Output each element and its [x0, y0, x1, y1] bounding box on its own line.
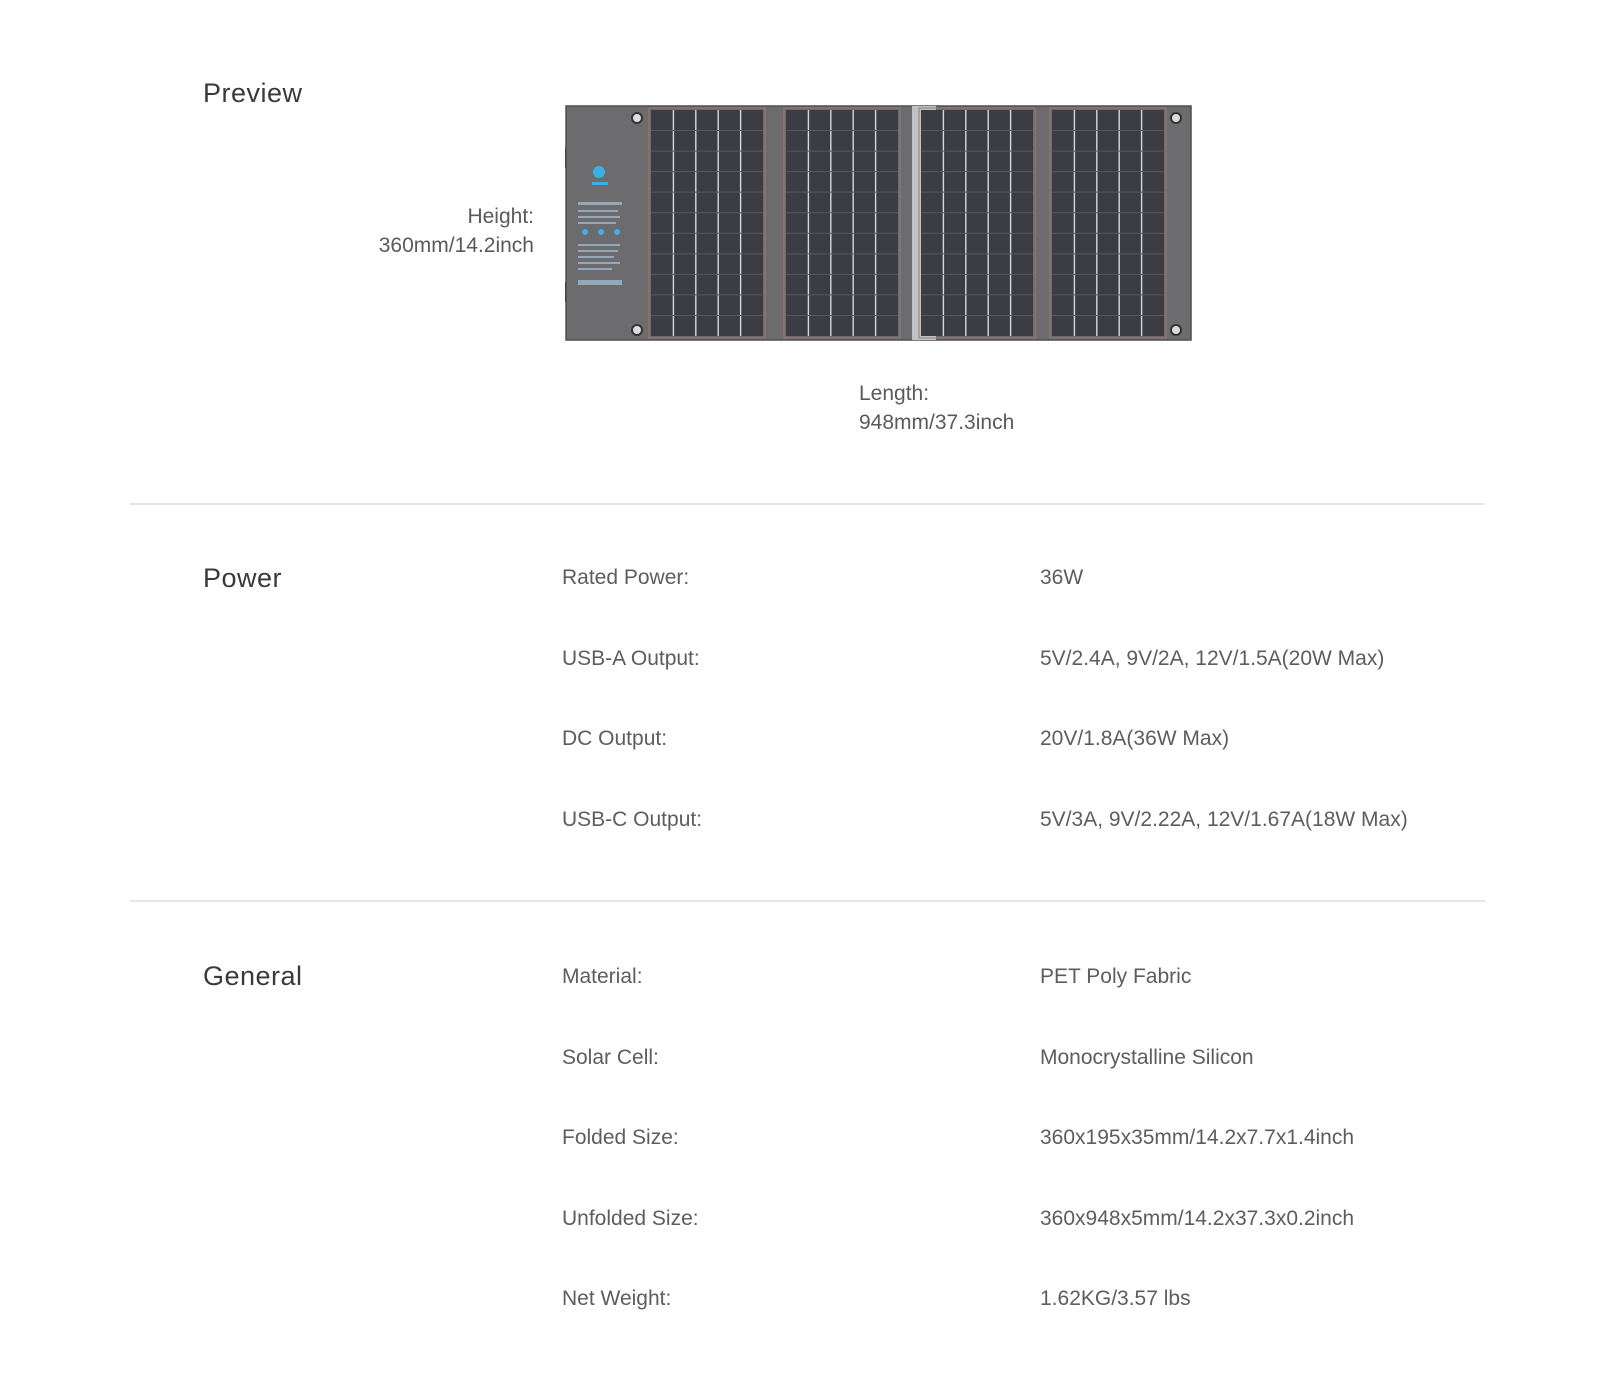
section-divider-2 [130, 900, 1485, 902]
height-label: Height: [467, 205, 534, 228]
spec-label: Solar Cell: [562, 1045, 659, 1069]
grommet-top-left [632, 113, 642, 123]
length-dimension [859, 379, 1014, 437]
cell-group [1052, 110, 1164, 336]
spec-value: 360x195x35mm/14.2x7.7x1.4inch [1040, 1126, 1355, 1149]
cell-group [786, 110, 898, 336]
length-value: 948mm/37.3inch [859, 411, 1015, 434]
spec-label: Folded Size: [562, 1126, 679, 1149]
spec-value: 20V/1.8A(36W Max) [1040, 727, 1230, 750]
spec-value: Monocrystalline Silicon [1040, 1045, 1254, 1069]
grommet-bottom-left [632, 325, 642, 335]
spec-value: 5V/3A, 9V/2.22A, 12V/1.67A(18W Max) [1040, 807, 1408, 831]
spec-value: 36W [1040, 566, 1084, 589]
grommet-top-right [1171, 113, 1181, 123]
length-label: Length: [859, 382, 930, 405]
spec-label: DC Output: [562, 727, 668, 750]
spec-value: 5V/2.4A, 9V/2A, 12V/1.5A(20W Max) [1040, 646, 1385, 670]
spec-label: Material: [562, 965, 643, 988]
spec-label: Net Weight: [562, 1287, 672, 1310]
height-value: 360mm/14.2inch [378, 234, 534, 257]
height-dimension [379, 202, 534, 260]
preview-section-title: Preview [203, 78, 303, 108]
grommet-bottom-right [1171, 325, 1181, 335]
cell-group [921, 110, 1033, 336]
general-section-title: General [203, 961, 303, 991]
spec-value: 1.62KG/3.57 lbs [1040, 1287, 1191, 1310]
section-divider-1 [130, 503, 1485, 505]
spec-value: PET Poly Fabric [1040, 965, 1192, 988]
spec-label: USB-A Output: [562, 646, 700, 670]
spec-value: 360x948x5mm/14.2x37.3x0.2inch [1040, 1206, 1355, 1230]
spec-label: Unfolded Size: [562, 1206, 699, 1230]
spec-label: Rated Power: [562, 566, 690, 589]
solar-panel-image [565, 104, 1215, 344]
power-section-title: Power [203, 563, 283, 593]
cell-group [651, 110, 763, 336]
spec-label: USB-C Output: [562, 807, 703, 831]
